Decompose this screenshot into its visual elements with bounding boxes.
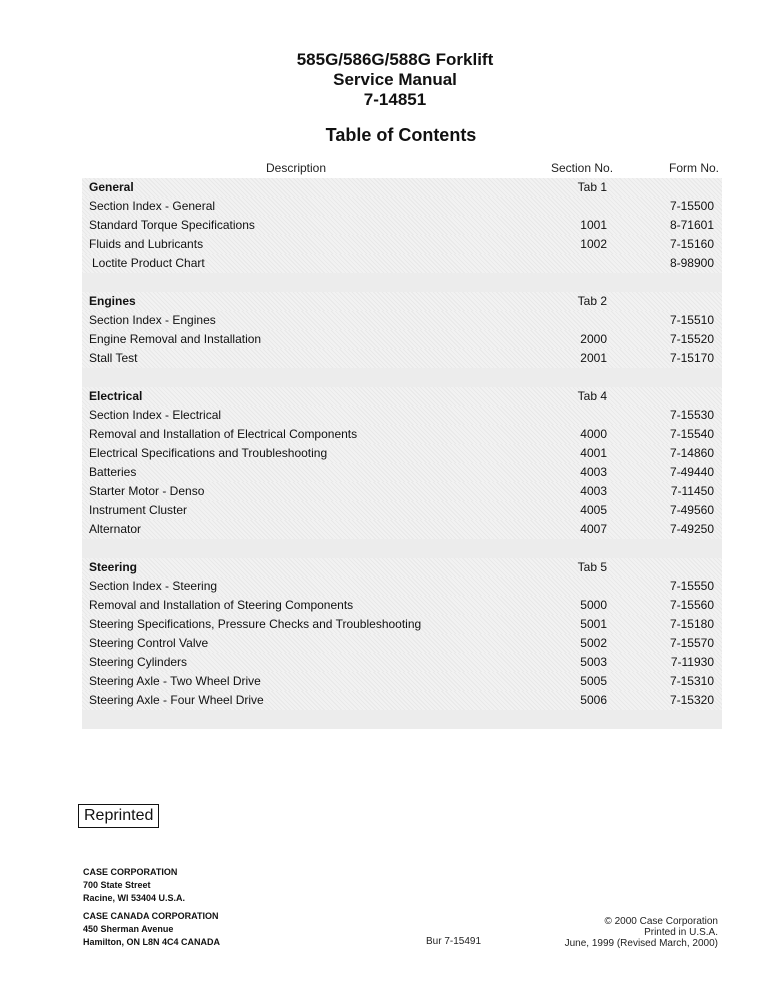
toc-description: Steering Control Valve [89, 636, 209, 650]
toc-row [82, 254, 722, 273]
toc-form-number: 7-15530 [669, 408, 714, 422]
toc-section-number: 5001 [580, 617, 607, 631]
toc-form-number: 7-15160 [669, 237, 714, 251]
toc-section-number: 5002 [580, 636, 607, 650]
toc-row [82, 349, 722, 368]
toc-section-heading [82, 387, 722, 406]
address-ca-company: CASE CANADA CORPORATION [83, 911, 219, 921]
toc-form-number: 7-49250 [669, 522, 714, 536]
address-ca-city: Hamilton, ON L8N 4C4 CANADA [83, 937, 221, 947]
title-model: 585G/586G/588G Forklift [296, 50, 494, 69]
toc-form-number: 7-15570 [669, 636, 714, 650]
title-number: 7-14851 [363, 90, 427, 109]
toc-form-number: 7-15540 [669, 427, 714, 441]
toc-row [82, 691, 722, 710]
toc-row [82, 330, 722, 349]
toc-description: Section Index - Electrical [89, 408, 222, 422]
toc-form-number: 7-11450 [670, 484, 714, 498]
toc-row [82, 444, 722, 463]
toc-spacer-row [82, 273, 722, 292]
document-title [0, 50, 774, 110]
toc-spacer-row [82, 710, 722, 729]
toc-form-number: 7-11930 [670, 655, 714, 669]
toc-form-number: 7-15170 [669, 351, 714, 365]
toc-section-number: 4003 [580, 465, 607, 479]
toc-description: Stall Test [89, 351, 138, 365]
toc-section-number: 4001 [580, 446, 607, 460]
toc-description: Engines [89, 294, 136, 308]
toc-description: Steering Axle - Four Wheel Drive [89, 693, 264, 707]
toc-description: Removal and Installation of Electrical Components [89, 427, 358, 441]
toc-description: Batteries [89, 465, 137, 479]
toc-row [82, 482, 722, 501]
toc-row [82, 406, 722, 425]
toc-row [82, 634, 722, 653]
toc-form-number: 7-15560 [669, 598, 714, 612]
toc-section-number: Tab 5 [577, 560, 607, 574]
bur-number: Bur 7-15491 [426, 936, 482, 947]
toc-description: Starter Motor - Denso [89, 484, 205, 498]
toc-description: Electrical Specifications and Troubleshooting [89, 446, 328, 460]
toc-heading: Table of Contents [325, 125, 477, 145]
toc-section-number: Tab 4 [577, 389, 607, 403]
toc-description: Engine Removal and Installation [89, 332, 262, 346]
toc-section-heading [82, 558, 722, 577]
toc-section-number: 2001 [580, 351, 607, 365]
toc-form-number: 7-15320 [669, 693, 714, 707]
toc-row [82, 672, 722, 691]
toc-form-number: 7-15550 [669, 579, 714, 593]
revision-date: June, 1999 (Revised March, 2000) [564, 938, 718, 949]
toc-description: Section Index - Engines [89, 313, 216, 327]
toc-description: Alternator [89, 522, 142, 536]
toc-description: Standard Torque Specifications [89, 218, 255, 232]
toc-description: Removal and Installation of Steering Components [89, 598, 354, 612]
reprinted-stamp: Reprinted [78, 804, 159, 828]
toc-section-number: 4005 [580, 503, 607, 517]
address-us-street: 700 State Street [83, 880, 151, 890]
toc-row [82, 311, 722, 330]
toc-description: Section Index - General [89, 199, 216, 213]
toc-section-number: 5006 [580, 693, 607, 707]
column-headers [0, 161, 774, 177]
toc-section-number: 5000 [580, 598, 607, 612]
toc-form-number: 8-71601 [669, 218, 714, 232]
toc-form-number: 7-15310 [669, 674, 714, 688]
toc-description: Steering [89, 560, 138, 574]
toc-section-number: 5003 [580, 655, 607, 669]
address-us-company: CASE CORPORATION [83, 867, 178, 877]
column-header-description: Description [266, 161, 327, 175]
toc-row [82, 577, 722, 596]
copyright-text: © 2000 Case Corporation [604, 916, 718, 927]
toc-section-heading [82, 292, 722, 311]
toc-row [82, 520, 722, 539]
toc-section-number: 4003 [580, 484, 607, 498]
toc-row [82, 596, 722, 615]
toc-row [82, 615, 722, 634]
toc-description: Section Index - Steering [89, 579, 218, 593]
column-header-form: Form No. [669, 161, 720, 175]
toc-section-number: Tab 1 [577, 180, 607, 194]
toc-row [82, 216, 722, 235]
toc-section-number: 5005 [580, 674, 607, 688]
title-manual: Service Manual [333, 70, 457, 89]
toc-section-number: 2000 [580, 332, 607, 346]
toc-form-number: 8-98900 [669, 256, 714, 270]
toc-row [82, 653, 722, 672]
toc-row [82, 463, 722, 482]
toc-description: General [89, 180, 134, 194]
toc-form-number: 7-15500 [669, 199, 714, 213]
toc-spacer-row [82, 368, 722, 387]
toc-form-number: 7-15510 [669, 313, 714, 327]
toc-form-number: 7-49440 [669, 465, 714, 479]
toc-row [82, 197, 722, 216]
toc-section-heading [82, 178, 722, 197]
toc-table [82, 178, 722, 729]
toc-description: Loctite Product Chart [92, 256, 205, 270]
printed-in-text: Printed in U.S.A. [644, 927, 718, 938]
toc-section-number: Tab 2 [577, 294, 607, 308]
copyright-block [565, 916, 718, 949]
toc-row [82, 501, 722, 520]
toc-form-number: 7-15180 [669, 617, 714, 631]
toc-description: Fluids and Lubricants [89, 237, 204, 251]
toc-description: Steering Axle - Two Wheel Drive [89, 674, 261, 688]
toc-description: Instrument Cluster [89, 503, 188, 517]
toc-section-number: 1001 [580, 218, 607, 232]
address-ca-street: 450 Sherman Avenue [83, 924, 174, 934]
address-us [83, 866, 185, 905]
toc-section-number: 1002 [580, 237, 607, 251]
toc-section-number: 4000 [580, 427, 607, 441]
address-canada [83, 910, 220, 949]
toc-row [82, 425, 722, 444]
toc-row [82, 235, 722, 254]
toc-section-number: 4007 [580, 522, 607, 536]
toc-description: Steering Specifications, Pressure Checks and Troubleshooting [89, 617, 422, 631]
toc-spacer-row [82, 539, 722, 558]
toc-description: Electrical [89, 389, 143, 403]
address-us-city: Racine, WI 53404 U.S.A. [83, 893, 186, 903]
toc-form-number: 7-49560 [669, 503, 714, 517]
toc-description: Steering Cylinders [89, 655, 188, 669]
toc-form-number: 7-15520 [669, 332, 714, 346]
toc-form-number: 7-14860 [669, 446, 714, 460]
column-header-section: Section No. [551, 161, 614, 175]
